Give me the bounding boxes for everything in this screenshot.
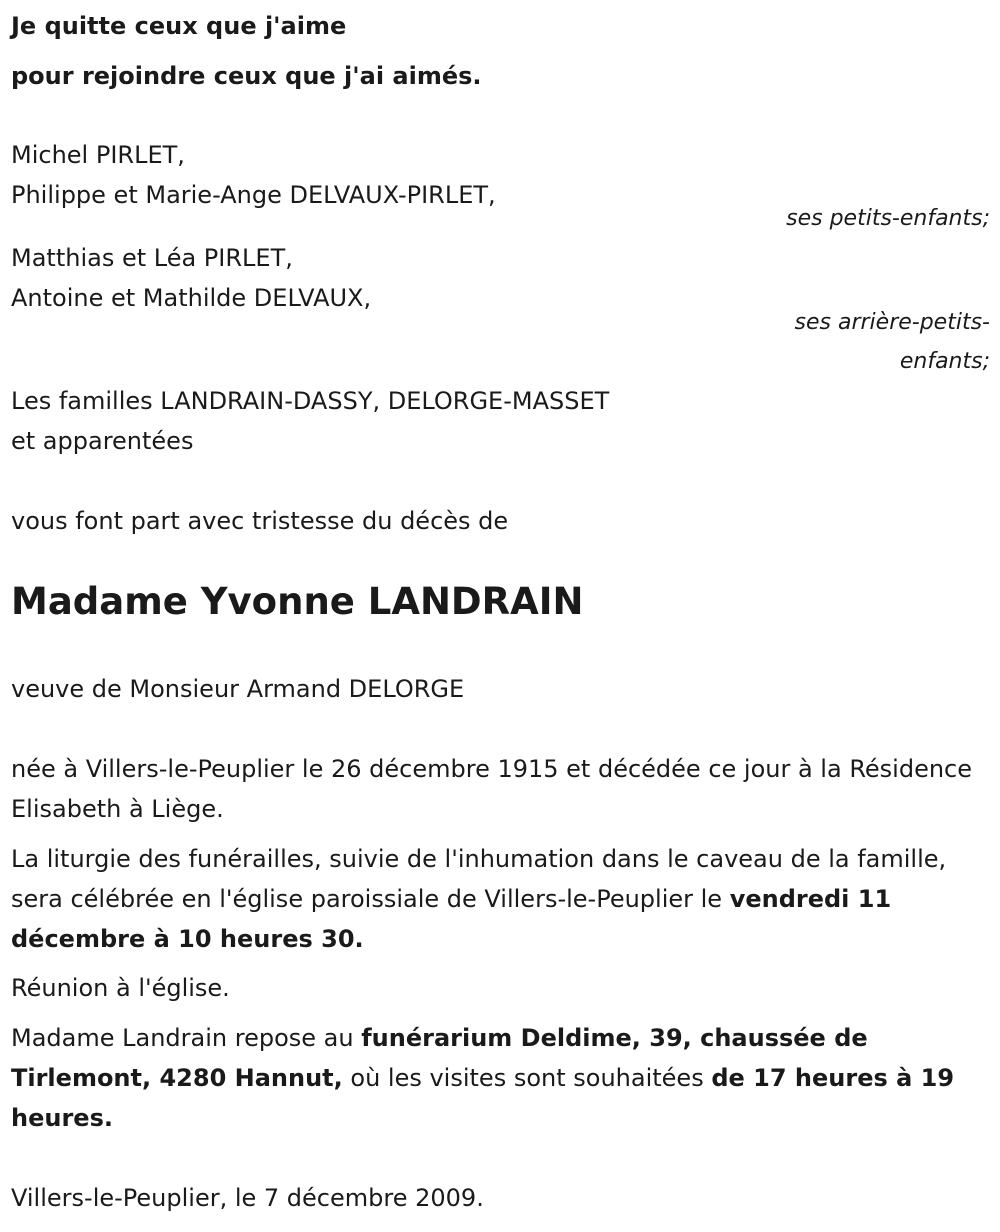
epitaph-line-1: Je quitte ceux que j'aime [11,12,347,40]
signoff: Villers-le-Peuplier, le 7 décembre 2009. [11,1184,484,1212]
family-member: Les familles LANDRAIN-DASSY, DELORGE-MASSET [11,387,610,415]
visitation-paragraph [11,1018,996,1138]
epitaph-line-2: pour rejoindre ceux que j'ai aimés. [11,62,482,90]
family-member: Philippe et Marie-Ange DELVAUX-PIRLET, [11,181,496,209]
meeting-note: Réunion à l'église. [11,974,230,1002]
visitation-hours: de 17 heures à 19 heures. [11,1064,955,1132]
family-role-great-grandchildren-line-1: ses arrière-petits- [794,310,990,335]
birth-death-paragraph: née à Villers-le-Peuplier le 26 décembre 1915 et décédée ce jour à la Résidence Elisabeth à Liège. [11,755,973,823]
funeral-text: La liturgie des funérailles, suivie de l'inhumation dans le caveau de la famille, sera célébrée en l'église paroissiale de Villers-le-Peuplier le [11,845,947,913]
funeral-datetime: vendredi 11 décembre à 10 heures 30. [11,885,892,953]
announcement: vous font part avec tristesse du décès de [11,507,509,535]
visitation-intro: Madame Landrain repose au [11,1024,354,1052]
family-member: et apparentées [11,427,194,455]
funeral-paragraph [11,839,996,959]
family-role-grandchildren: ses petits-enfants; [786,206,990,231]
widow-of: veuve de Monsieur Armand DELORGE [11,675,465,703]
family-role-great-grandchildren-line-2: enfants; [899,349,990,374]
family-member: Antoine et Mathilde DELVAUX, [11,284,372,312]
visitation-middle: où les visites sont souhaitées [350,1064,704,1092]
visitation-place: funérarium Deldime, 39, chaussée de Tirlemont, 4280 Hannut, [11,1024,868,1092]
deceased-name: Madame Yvonne LANDRAIN [11,580,584,623]
family-member: Michel PIRLET, [11,141,185,169]
family-member: Matthias et Léa PIRLET, [11,244,293,272]
